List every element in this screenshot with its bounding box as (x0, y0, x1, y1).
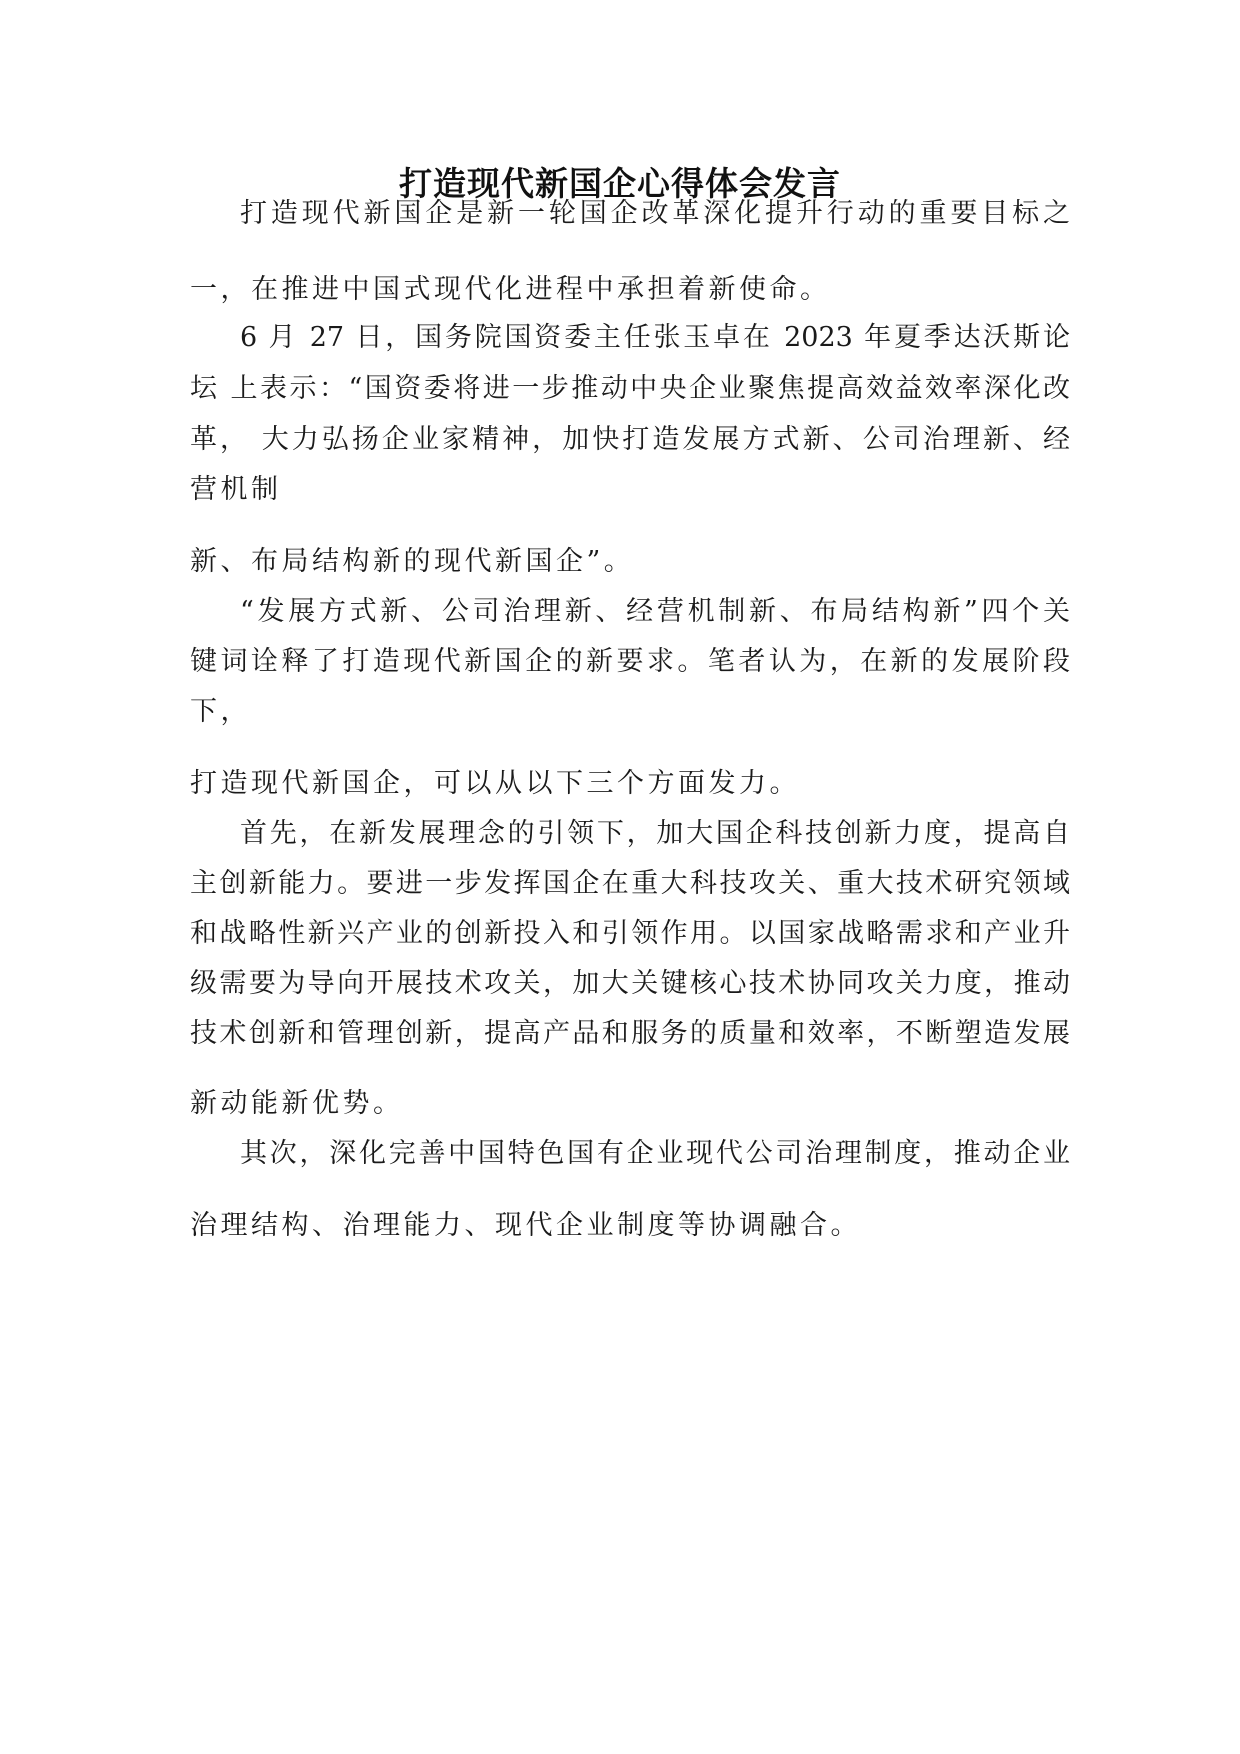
paragraph-line: 新、布局结构新的现代新国企”。 (190, 546, 635, 577)
paragraph-line: 级需要为导向开展技术攻关，加大关键核心技术协同攻关力度，推动 (190, 968, 1070, 999)
paragraph-line: 主创新能力。要进一步发挥国企在重大科技攻关、重大技术研究领域 (190, 868, 1070, 899)
document-title: 打造现代新国企心得体会发言 (399, 164, 841, 203)
paragraph-line: 下， (190, 696, 251, 727)
paragraph-line: 技术创新和管理创新，提高产品和服务的质量和效率，不断塑造发展 (190, 1018, 1070, 1049)
paragraph-line: 其次，深化完善中国特色国有企业现代公司治理制度，推动企业 (240, 1138, 1070, 1169)
paragraph-line: 键词诠释了打造现代新国企的新要求。笔者认为，在新的发展阶段 (190, 646, 1070, 677)
paragraph-line: 打造现代新国企是新一轮国企改革深化提升行动的重要目标之 (240, 198, 1070, 229)
paragraph-line: 6 月 27 日，国务院国资委主任张玉卓在 2023 年夏季达沃斯论 (240, 322, 1070, 353)
paragraph-line: 治理结构、治理能力、现代企业制度等协调融合。 (190, 1210, 861, 1241)
paragraph-line: 坛 上表示：“国资委将进一步推动中央企业聚焦提高效益效率深化改 (190, 373, 1070, 404)
paragraph-line: “发展方式新、公司治理新、经营机制新、布局结构新”四个关 (240, 596, 1070, 627)
paragraph-line: 一，在推进中国式现代化进程中承担着新使命。 (190, 274, 831, 305)
paragraph-line: 营机制 (190, 474, 282, 505)
paragraph-line: 和战略性新兴产业的创新投入和引领作用。以国家战略需求和产业升 (190, 918, 1070, 949)
paragraph-line: 革， 大力弘扬企业家精神，加快打造发展方式新、公司治理新、经 (190, 424, 1070, 455)
paragraph-line: 新动能新优势。 (190, 1088, 404, 1119)
paragraph-line: 打造现代新国企，可以从以下三个方面发力。 (190, 768, 800, 799)
paragraph-line: 首先，在新发展理念的引领下，加大国企科技创新力度，提高自 (240, 818, 1070, 849)
